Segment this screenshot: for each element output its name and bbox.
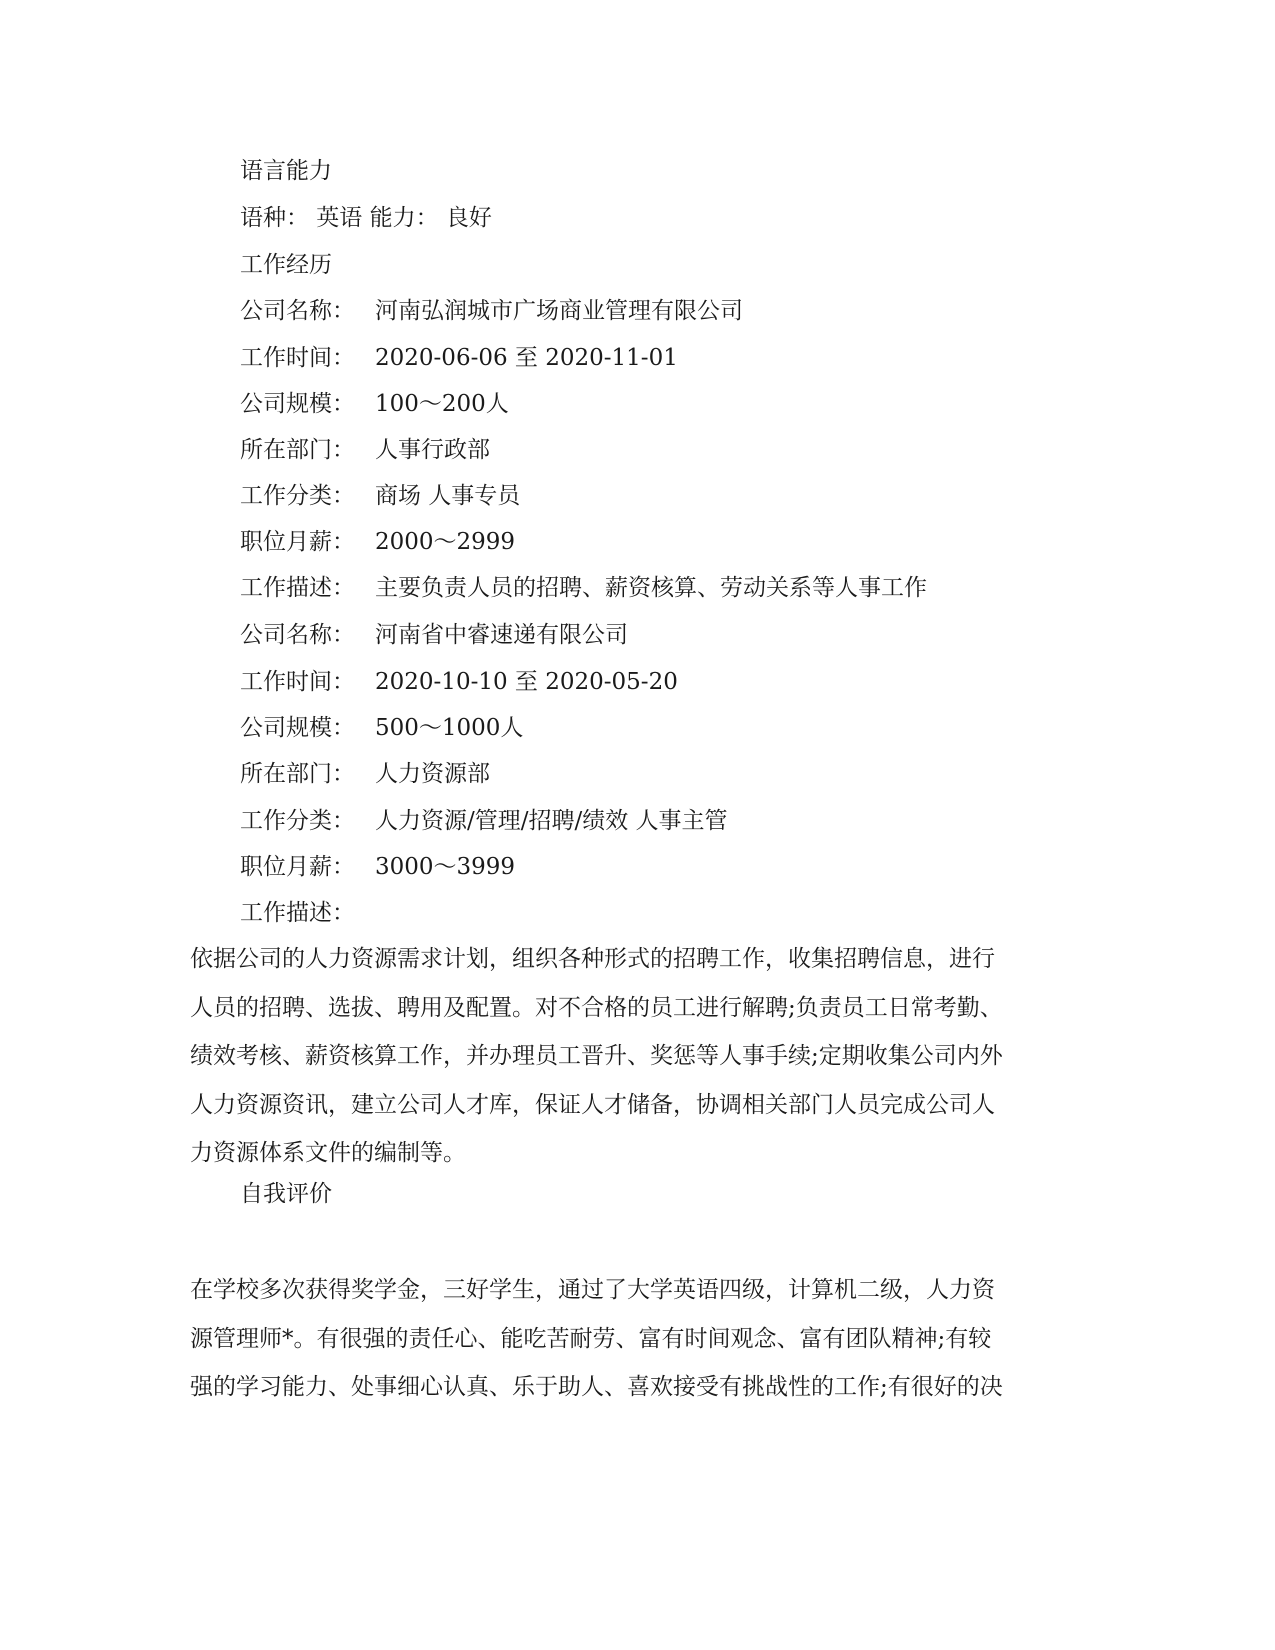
job2-category-label: 工作分类： [240,808,355,834]
job1-scale-row [240,389,509,419]
job2-desc-line: 绩效考核、薪资核算工作，并办理员工晋升、奖惩等人事手续;定期收集公司内外 [190,1043,1003,1070]
job1-salary-row [240,527,515,557]
job2-category-row [240,806,728,836]
job2-desc-line: 力资源体系文件的编制等。 [190,1140,466,1167]
job2-desc-row [240,898,375,928]
job2-scale-row [240,713,523,743]
job2-dept-row [240,759,490,789]
language-heading: 语言能力 [240,158,332,184]
job1-salary-label: 职位月薪： [240,529,355,555]
self-eval-line: 在学校多次获得奖学金，三好学生，通过了大学英语四级，计算机二级，人力资 [190,1277,995,1303]
job1-desc-row [240,573,927,603]
job2-time-label: 工作时间： [240,669,355,695]
job2-dept-label: 所在部门： [240,761,355,787]
job1-scale-label: 公司规模： [240,391,355,417]
job2-category-value: 人力资源/管理/招聘/绩效 人事主管 [375,808,728,834]
job2-description-paragraph [190,935,1070,1178]
job1-time-row [240,343,678,373]
language-line: 语种： 英语 能力： 良好 [240,205,492,231]
job1-company-row [240,296,743,326]
job2-desc-label: 工作描述： [240,900,355,926]
job1-dept-row [240,435,490,465]
job1-desc-value: 主要负责人员的招聘、薪资核算、劳动关系等人事工作 [375,575,927,601]
job2-salary-value: 3000～3999 [375,854,516,880]
job1-dept-label: 所在部门： [240,437,355,463]
job1-time-value: 2020-06-06 至 2020-11-01 [375,345,678,371]
self-eval-paragraph [190,1266,1070,1412]
job1-scale-value: 100～200人 [375,391,509,417]
job2-scale-value: 500～1000人 [375,715,524,741]
job2-salary-label: 职位月薪： [240,854,355,880]
job2-company-value: 河南省中睿速递有限公司 [375,622,628,648]
job2-company-label: 公司名称： [240,622,355,648]
job2-desc-line: 人员的招聘、选拔、聘用及配置。对不合格的员工进行解聘;负责员工日常考勤、 [190,994,1003,1021]
job1-dept-value: 人事行政部 [375,437,490,463]
work-heading: 工作经历 [240,252,332,278]
job2-salary-row [240,852,515,882]
job2-time-value: 2020-10-10 至 2020-05-20 [375,669,678,695]
job2-scale-label: 公司规模： [240,715,355,741]
job2-desc-line: 依据公司的人力资源需求计划，组织各种形式的招聘工作，收集招聘信息，进行 [190,946,995,972]
self-eval-heading: 自我评价 [240,1181,332,1207]
job2-time-row [240,667,678,697]
self-eval-line: 源管理师*。有很强的责任心、能吃苦耐劳、富有时间观念、富有团队精神;有较 [190,1325,992,1352]
job1-category-row [240,481,520,511]
job1-company-label: 公司名称： [240,298,355,324]
job1-category-value: 商场 人事专员 [375,483,521,509]
job1-time-label: 工作时间： [240,345,355,371]
job2-company-row [240,620,628,650]
job1-desc-label: 工作描述： [240,575,355,601]
job2-desc-line: 人力资源资讯，建立公司人才库，保证人才储备，协调相关部门人员完成公司人 [190,1091,995,1118]
self-eval-line: 强的学习能力、处事细心认真、乐于助人、喜欢接受有挑战性的工作;有很好的决 [190,1374,1003,1401]
job1-company-value: 河南弘润城市广场商业管理有限公司 [375,298,743,324]
job1-salary-value: 2000～2999 [375,529,516,555]
job2-dept-value: 人力资源部 [375,761,490,787]
job1-category-label: 工作分类： [240,483,355,509]
